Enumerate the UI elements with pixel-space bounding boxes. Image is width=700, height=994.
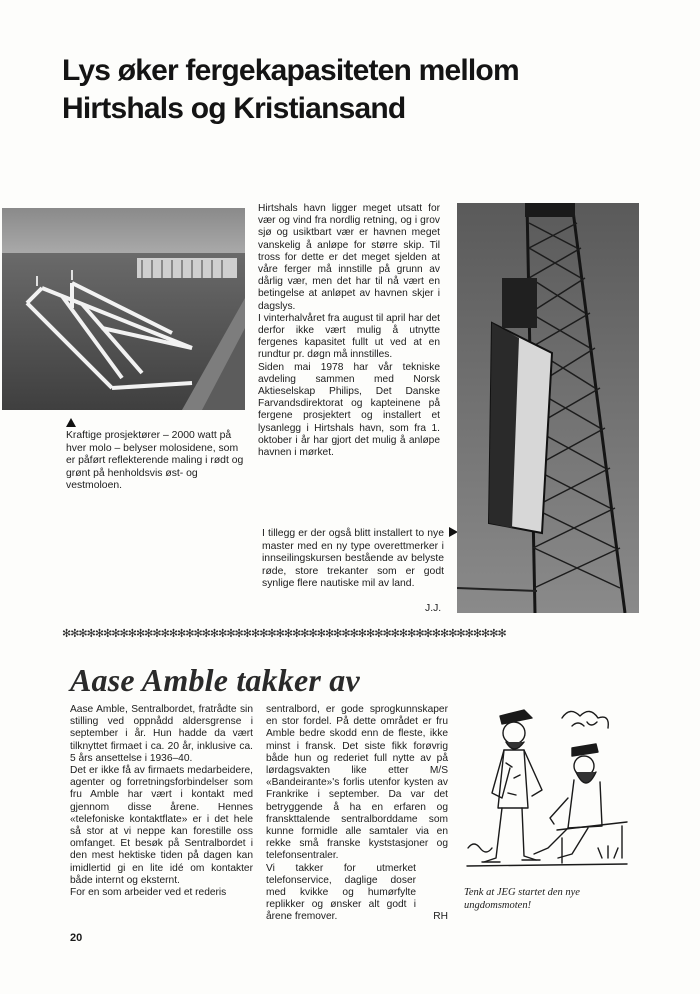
cartoon-caption: Tenk at JEG startet den nye ungdomsmoten! xyxy=(464,887,580,911)
headline-line-2: Hirtshals og Kristiansand xyxy=(62,92,406,125)
photo2-caption: I tillegg er der også blitt installert to nye master med en ny type overettmerker i innseilingskursen bestående av belyste røde, store trekanter som er godt synlige flere nautiske mil av land. xyxy=(262,528,444,590)
article2-signature: RH xyxy=(433,911,448,923)
body-paragraph: For en som arbeider ved et rederis xyxy=(70,887,227,899)
article2-headline: Aase Amble takker av xyxy=(70,662,360,698)
page-number: 20 xyxy=(70,932,83,944)
headline-line-1: Lys øker fergekapasiteten mellom xyxy=(62,54,519,87)
caption-pointer-up-icon xyxy=(66,418,76,427)
body-paragraph: Vi takker for utmerket telefonservice, daglige doser med kvikke og humørfylte replikker og ønsker alt godt i årene fremover. xyxy=(266,862,416,923)
mast-photo xyxy=(457,203,639,613)
section-divider: ✻✻✻✻✻✻✻✻✻✻✻✻✻✻✻✻✻✻✻✻✻✻✻✻✻✻✻✻✻✻✻✻✻✻✻✻✻✻✻✻✻✻✻✻✻✻✻✻✻✻✻✻✻✻ xyxy=(62,627,506,640)
closing-paragraph-row xyxy=(266,863,448,924)
article2-column-2 xyxy=(266,704,448,924)
cartoon-illustration xyxy=(462,698,632,873)
article-headline xyxy=(62,52,622,128)
body-paragraph: Aase Amble, Sentralbordet, fratrådte sin stilling ved oppnådd aldersgrense i september i år. Hun hadde da vært tilknyttet firmaet i ca. 20 år, inklusive ca. 5 års ansettelse i 1936–40. xyxy=(70,704,253,764)
photo1-caption: Kraftige prosjektører – 2000 watt på hver molo – belyser molosidene, som er påført reflekterende maling i rødt og grønt på henholdsvis øst- og vestmoloen. xyxy=(66,430,244,492)
body-paragraph: Det er ikke få av firmaets medarbeidere, agenter og forretningsforbindelser som fru Amble har vært i kontakt med gjennom disse årene. Hennes «telefoniske kontaktflate» er i det hele så stor at vi neppe kan forestille oss omfanget. Et besøk på Sentralbordet i den mest hektiske tiden på dagen kan imidlertid gi en lite idé om kontakter både internt og eksternt. xyxy=(70,765,253,886)
mast-illustration xyxy=(457,203,639,613)
body-paragraph: sentralbord, er gode sprogkunnskaper en stor fordel. På dette området er fru Amble bedre skodd enn de fleste, ikke minst i fransk. Det siste fikk forøvrig både hun og rederiet full nytte av på lørdagsvakten like etter M/S «Bandeirante»'s forlis utenfor kysten av Frankrike i september. Da var det betryggende å ha en erfaren og franskttalende sentralborddame som kunne formidle alle samtaler via en rekke små franske kyststasjoner og telefonsentraler. xyxy=(266,704,448,862)
body-paragraph: Siden mai 1978 har vår tekniske avdeling sammen med Norsk Aktieselskap Philips, Det Danske Farvandsdirektorat og kapteinene på fergene prosjektert og installert et lysanlegg i Hirtshals havn, som fra 1. oktober i år har gjort det mulig å anløpe havnen i mørket. xyxy=(258,361,440,459)
harbour-floodlight-illustration xyxy=(2,208,245,410)
article1-signature: J.J. xyxy=(425,603,442,614)
body-paragraph: I vinterhalvåret fra august til april har det derfor ikke vært mulig å utnytte fergenes kapasitet fullt ut ved at en rundtur pr. døgn må innstilles. xyxy=(258,312,440,361)
article2-column-1 xyxy=(70,704,253,899)
article1-body xyxy=(258,203,440,459)
body-paragraph: Hirtshals havn ligger meget utsatt for vær og vind fra nordlig retning, og i grov sjø og usiktbart vær er havnen meget vanskelig å anløpe for større skip. Til tross for dette er det meget sjelden at våre ferger må innstille på grunn av dårlig vær, men det har til nå vært en betingelse at anløpet av havnen skjer i dagslys. xyxy=(258,203,440,312)
harbour-floodlight-photo xyxy=(2,208,245,410)
hippies-on-bench-drawing xyxy=(462,698,632,873)
